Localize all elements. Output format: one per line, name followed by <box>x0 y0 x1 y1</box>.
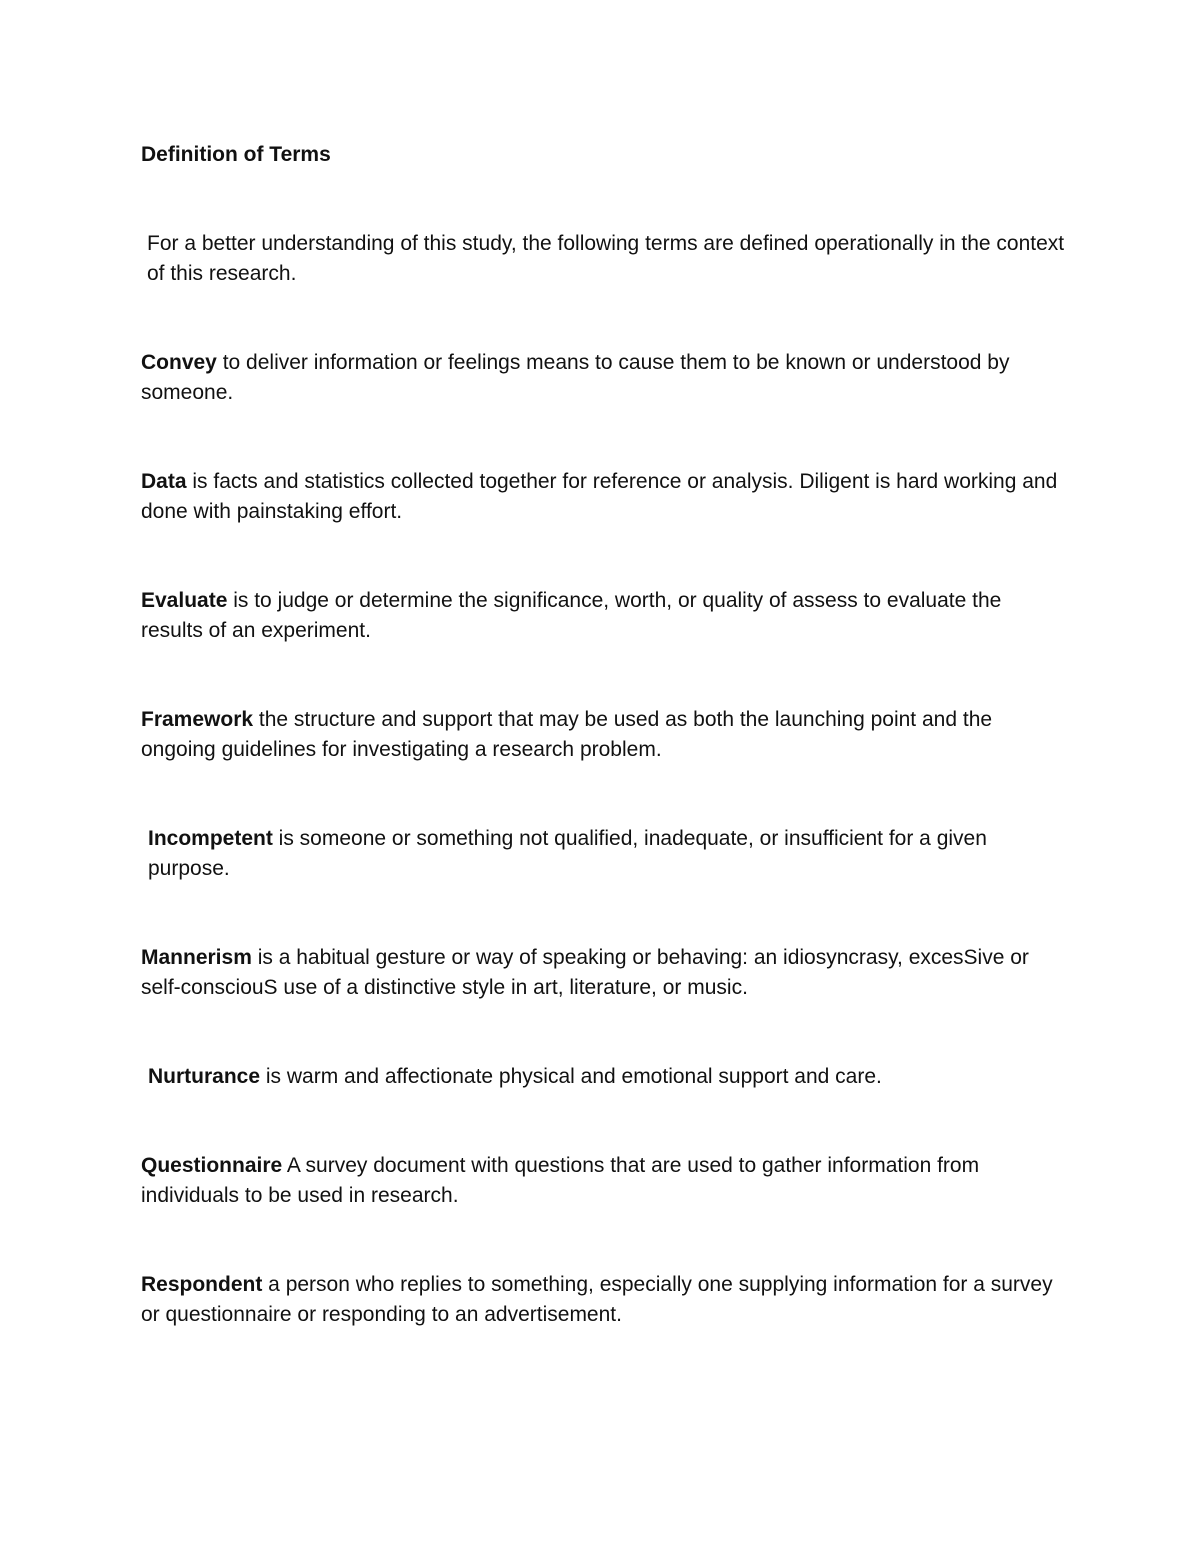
term-word: Framework <box>141 708 254 731</box>
document-body <box>141 140 1066 1389</box>
term-questionnaire <box>141 1151 1066 1211</box>
term-definition: to deliver information or feelings means to cause them to be known or understood by someone. <box>141 351 1010 404</box>
term-convey <box>141 348 1066 408</box>
term-word: Nurturance <box>148 1065 261 1088</box>
term-definition: is to judge or determine the significance, worth, or quality of assess to evaluate the results of an experiment. <box>141 589 1002 642</box>
term-incompetent <box>141 824 1066 884</box>
term-mannerism <box>141 943 1066 1003</box>
term-word: Incompetent <box>148 827 273 850</box>
term-framework <box>141 705 1066 765</box>
term-respondent <box>141 1270 1066 1330</box>
term-definition: is a habitual gesture or way of speaking or behaving: an idiosyncrasy, excesSive or self-consciouS use of a distinctive style in art, literature, or music. <box>141 946 1029 999</box>
term-definition: a person who replies to something, especially one supplying information for a survey or questionnaire or responding to an advertisement. <box>141 1273 1053 1326</box>
term-nurturance <box>141 1062 1066 1092</box>
term-word: Convey <box>141 351 217 374</box>
term-definition: is someone or something not qualified, inadequate, or insufficient for a given purpose. <box>148 827 987 880</box>
document-title: Definition of Terms <box>141 143 331 166</box>
term-definition: is facts and statistics collected together for reference or analysis. Diligent is hard working and done with painstaking effort. <box>141 470 1058 523</box>
term-definition: the structure and support that may be used as both the launching point and the ongoing guidelines for investigating a research problem. <box>141 708 993 761</box>
term-definition: A survey document with questions that are used to gather information from individuals to be used in research. <box>141 1154 980 1207</box>
term-data <box>141 467 1066 527</box>
term-evaluate <box>141 586 1066 646</box>
term-word: Mannerism <box>141 946 252 969</box>
term-word: Respondent <box>141 1273 263 1296</box>
term-word: Data <box>141 470 187 493</box>
intro-paragraph: For a better understanding of this study, the following terms are defined operationally in the context of this research. <box>147 232 1065 285</box>
term-word: Evaluate <box>141 589 228 612</box>
term-word: Questionnaire <box>141 1154 283 1177</box>
term-definition: is warm and affectionate physical and emotional support and care. <box>260 1065 882 1088</box>
